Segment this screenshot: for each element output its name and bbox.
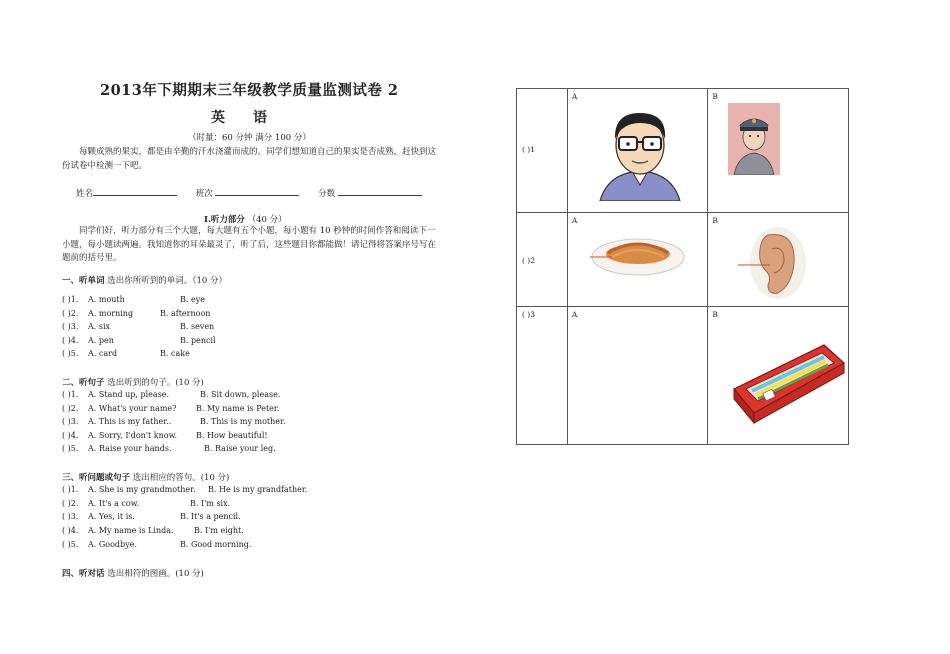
police-officer-icon — [728, 103, 780, 175]
option-b-cell[interactable]: B — [708, 89, 849, 213]
part-instructions: 同学们好，听力部分有三个大题，每大题有五个小题，每小题有 10 秒钟的时间作答和阅读下一小题，每小题读两遍。我知道你的耳朵最灵了，听了后，这些题目你都能做！请记得将答案序号写在题前的括号里。 — [62, 226, 437, 263]
section-heading — [62, 567, 204, 579]
question-row: ( )1. A. She is my grandmother. B. He is my grandfather. — [62, 485, 308, 494]
section-title: 一、听单词 — [62, 276, 105, 286]
question-row: ( )2. A. It's a cow. B. I'm six. — [62, 499, 231, 508]
part-title: Ⅰ.听力部分 — [204, 215, 245, 225]
picture-table — [516, 88, 849, 445]
question-label-cell: ( )3 — [517, 307, 568, 445]
name-blank — [93, 186, 177, 196]
option-a-cell[interactable]: A — [567, 213, 708, 307]
question-row: ( )5. A. Raise your hands. B. Raise your leg. — [62, 444, 276, 453]
man-with-glasses-icon — [590, 101, 690, 201]
option-b-cell[interactable]: B — [708, 213, 849, 307]
part-heading — [204, 213, 287, 225]
question-label-cell: ( )1 — [517, 89, 568, 213]
question-row: ( )5. A. card B. cake — [62, 349, 190, 358]
name-label: 姓名 — [76, 189, 94, 199]
section-title: 三、听问题或句子 — [62, 473, 131, 483]
score-label: 分数 — [318, 189, 336, 199]
class-blank — [215, 186, 299, 196]
exam-meta: （时量：60 分钟 满分 100 分） — [188, 133, 311, 143]
student-info-fields — [76, 186, 438, 199]
class-label: 班次 — [195, 189, 213, 199]
question-row: ( )1. A. mouth B. eye — [62, 295, 205, 304]
option-b-cell[interactable]: B — [708, 307, 849, 445]
question-row: ( )4. A. Sorry, I'don't know. B. How beautiful! — [62, 431, 268, 440]
option-a-cell[interactable]: A — [567, 89, 708, 213]
ear-icon — [738, 223, 808, 303]
score-blank — [338, 186, 422, 196]
section-instruction: 选出相符的图画。(10 分) — [107, 569, 204, 579]
plate-of-food-icon — [590, 227, 686, 279]
picture-row — [517, 213, 849, 307]
pencil-box-icon — [728, 329, 848, 429]
question-row: ( )3. A. This is my father.. B. This is my mother. — [62, 417, 286, 426]
part-score: （40 分） — [247, 215, 287, 225]
intro-paragraph: 每颗成熟的果实，都是由辛勤的汗水浇灌而成的。同学们想知道自己的果实是否成熟，赶快到这份试卷中检测一下吧。 — [62, 147, 437, 171]
question-row: ( )2. A. What's your name? B. My name is Peter. — [62, 404, 280, 413]
question-row: ( )2. A. morning B. afternoon — [62, 309, 211, 318]
question-row: ( )3. A. six B. seven — [62, 322, 215, 331]
section-instruction: 选出你所听到的单词。（10 分） — [107, 276, 227, 286]
section-heading — [62, 376, 204, 388]
question-row: ( )4. A. My name is Linda. B. I'm eight. — [62, 526, 244, 535]
question-row: ( )3. A. Yes, it is. B. It's a pencil. — [62, 512, 241, 521]
question-row: ( )4. A. pen B. pencil — [62, 336, 216, 345]
picture-row — [517, 89, 849, 213]
section-title: 二、听句子 — [62, 378, 105, 388]
section-title: 四、听对话 — [62, 569, 105, 579]
picture-row — [517, 307, 849, 445]
section-heading — [62, 471, 229, 483]
exam-title: 2013年下期期末三年级教学质量监测试卷 2 — [100, 82, 399, 99]
subject-title: 英语 — [211, 110, 295, 126]
question-row: ( )5. A. Goodbye. B. Good morning. — [62, 540, 252, 549]
question-row: ( )1. A. Stand up, please. B. Sit down, please. — [62, 390, 281, 399]
section-instruction: 选出听到的句子。(10 分) — [107, 378, 204, 388]
question-label-cell: ( )2 — [517, 213, 568, 307]
section-heading — [62, 274, 227, 286]
section-instruction: 选出相应的答句。(10 分) — [132, 473, 230, 483]
option-a-cell[interactable]: A — [567, 307, 708, 445]
